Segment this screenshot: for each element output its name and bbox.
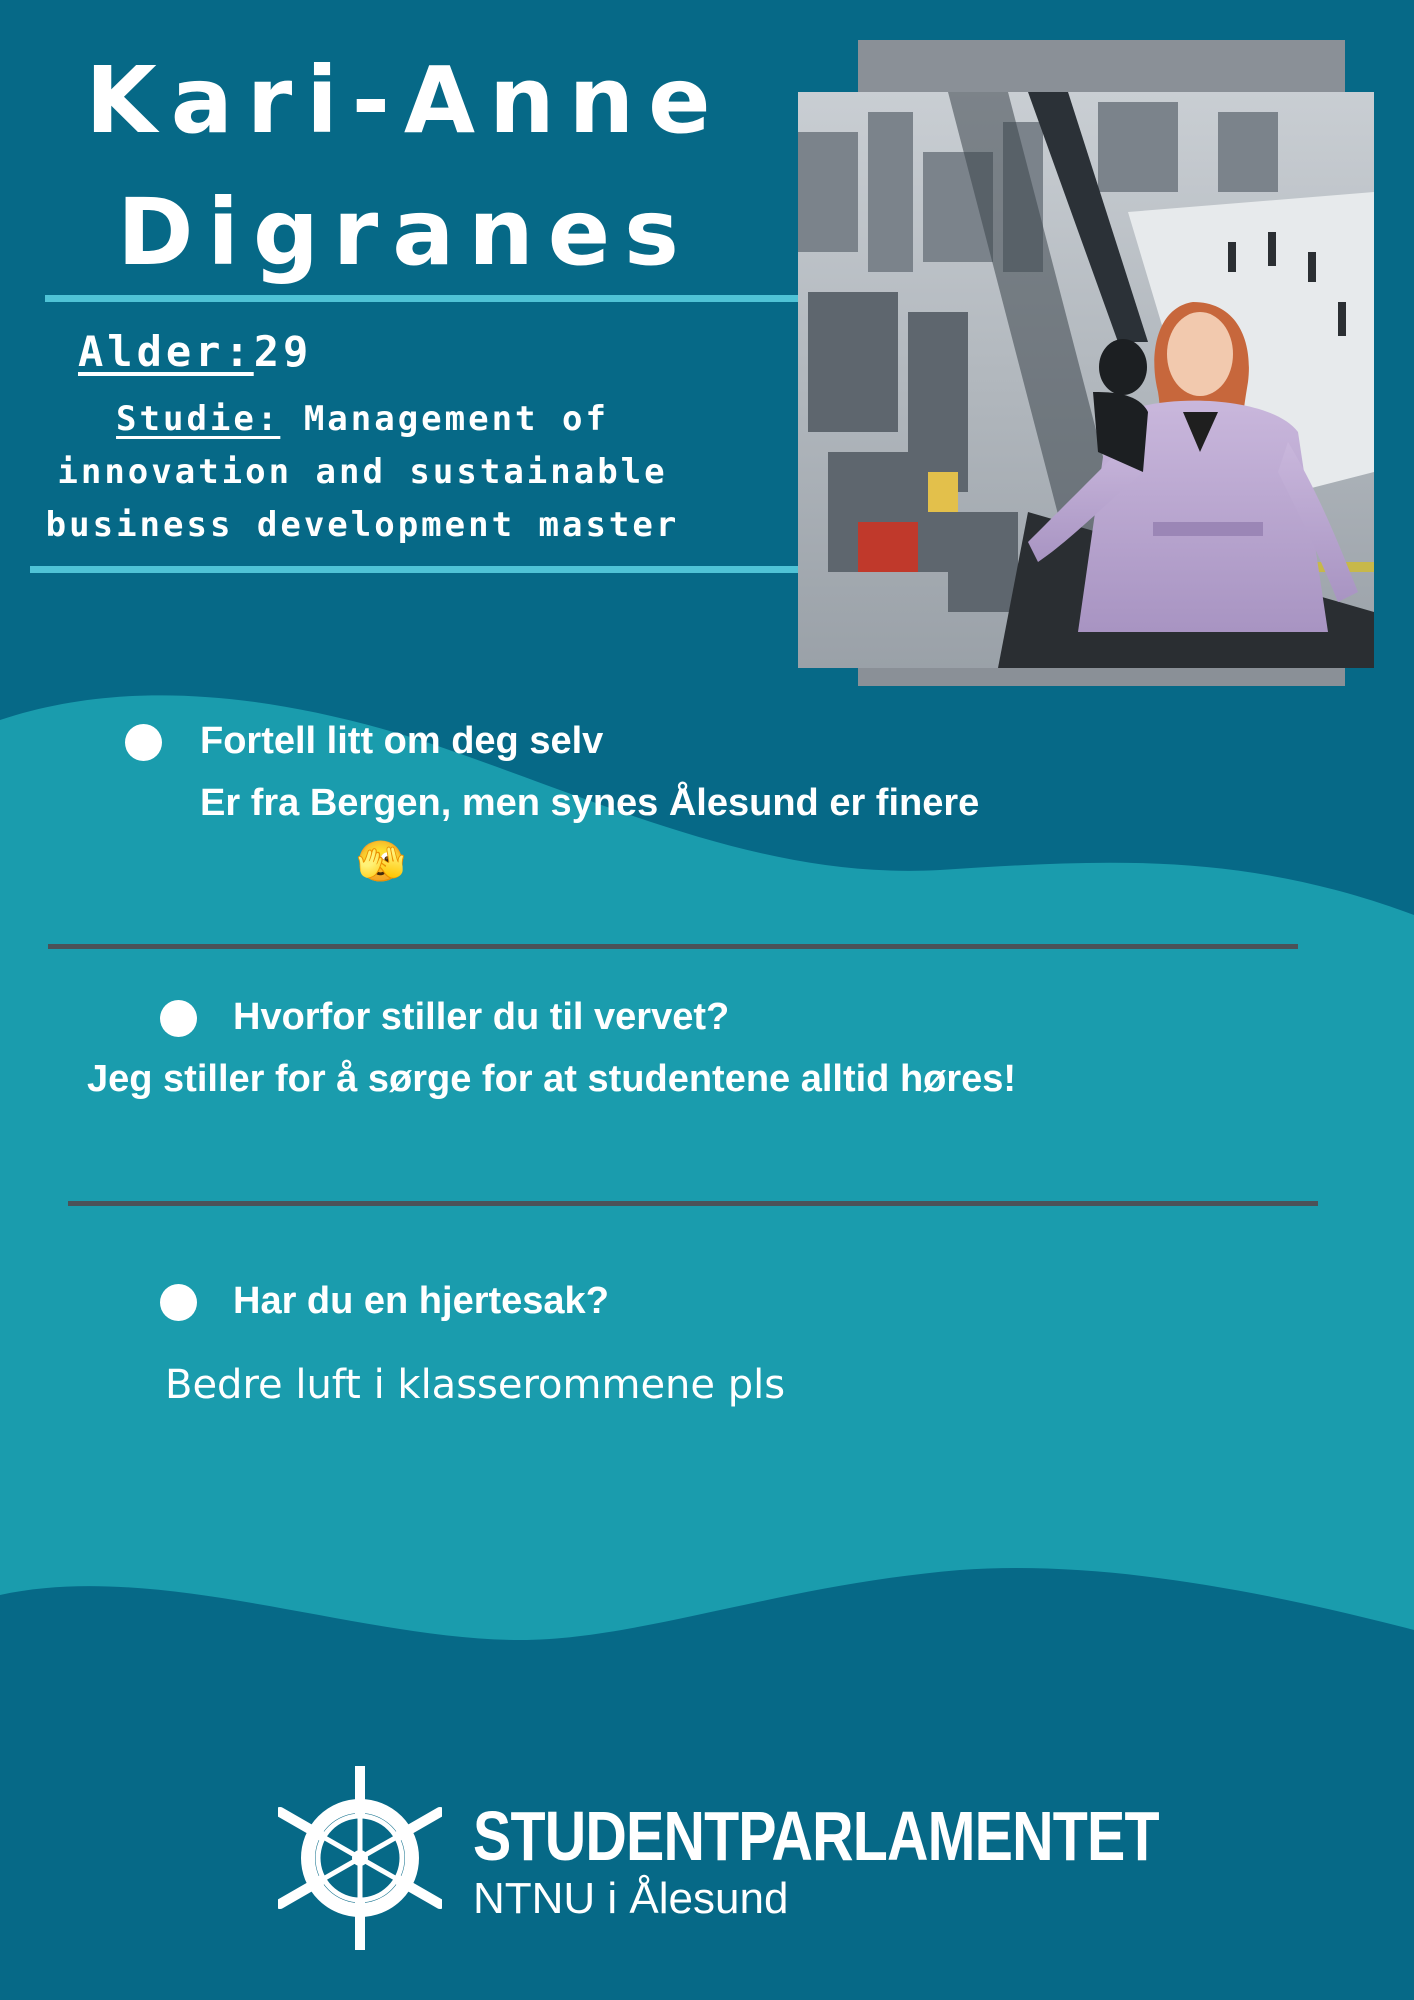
answer-3: Bedre luft i klasserommene pls [165,1362,786,1408]
section-divider-2 [68,1201,1318,1206]
study-block [0,393,725,552]
org-subtitle: NTNU i Ålesund [473,1874,789,1923]
circle-bullet-icon [125,724,162,761]
study-line-2: innovation and sustainable [57,452,668,492]
candidate-last-name: Digranes [117,179,693,286]
age-row [78,327,312,376]
answer-1: Er fra Bergen, men synes Ålesund er finere [200,782,980,824]
question-1: Fortell litt om deg selv [200,720,604,762]
study-line-1 [0,393,725,446]
study-line-1-text: Management of [303,399,609,439]
ship-wheel-icon [278,1766,442,1950]
answer-2: Jeg stiller for å sørge for at studentene alltid høres! [87,1058,1017,1100]
study-label: Studie: [116,399,281,439]
section-divider-1 [48,944,1298,949]
header-underline-bottom [30,566,800,573]
question-3: Har du en hjertesak? [233,1280,609,1322]
age-label: Alder: [78,327,254,376]
circle-bullet-icon [160,1284,197,1321]
circle-bullet-icon [160,1000,197,1037]
header-underline-top [45,295,800,302]
org-name: STUDENTPARLAMENTET [473,1797,1159,1875]
photo-illustration [798,92,1374,668]
candidate-first-name: Kari-Anne [85,47,725,154]
candidate-photo [798,92,1374,668]
answer-1-emoji: 🫣 [356,839,406,885]
study-line-3: business development master [45,505,680,545]
age-value: 29 [253,327,313,376]
question-2: Hvorfor stiller du til vervet? [233,996,730,1038]
